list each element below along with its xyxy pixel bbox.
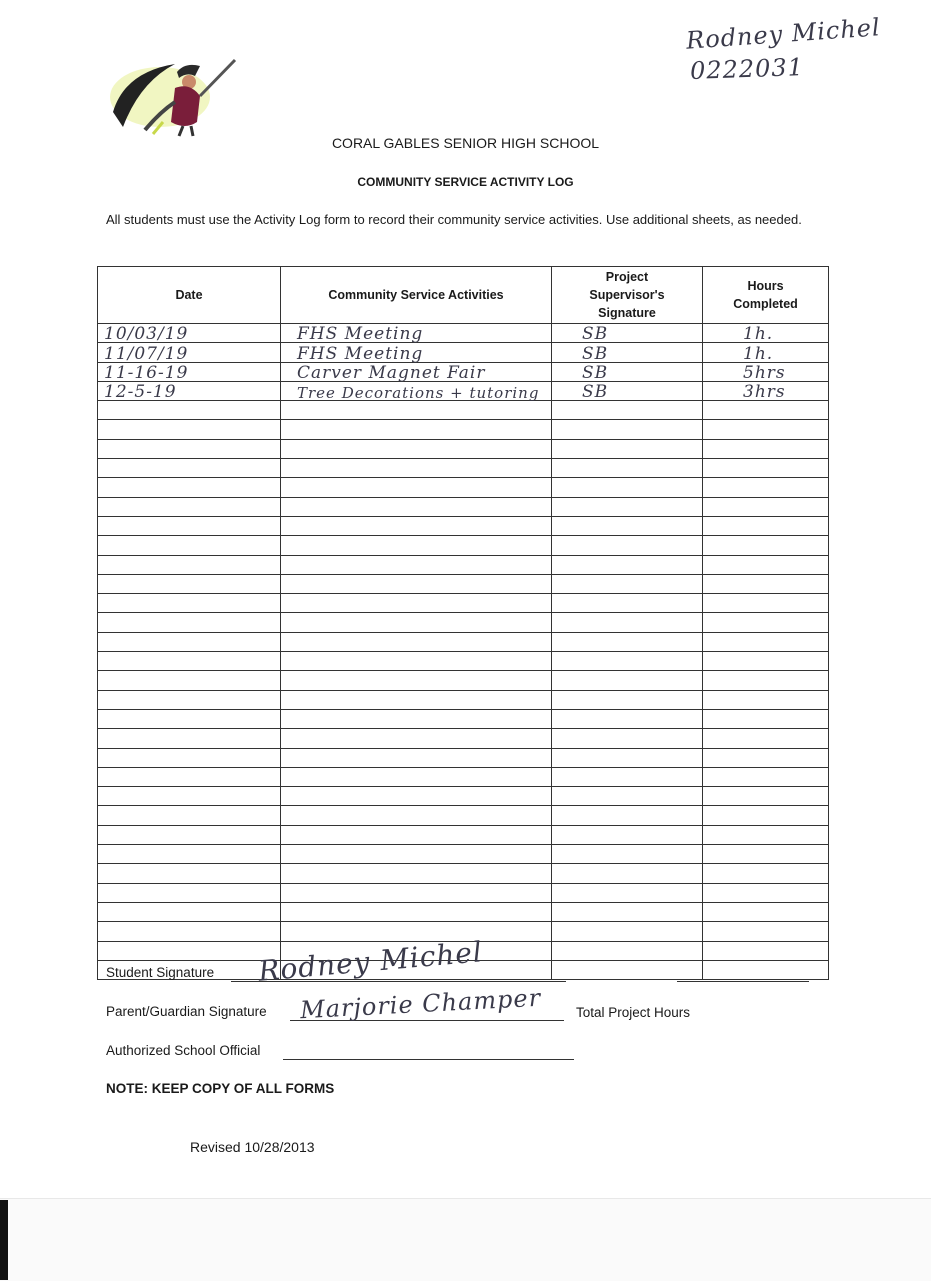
parent-signature-label: Parent/Guardian Signature bbox=[106, 1004, 267, 1019]
empty-cell[interactable] bbox=[98, 459, 281, 478]
empty-cell[interactable] bbox=[552, 555, 703, 574]
table-row bbox=[98, 613, 829, 632]
empty-cell[interactable] bbox=[98, 845, 281, 864]
table-row bbox=[98, 690, 829, 709]
total-hours-label: Total Project Hours bbox=[576, 1005, 691, 1020]
table-row bbox=[98, 825, 829, 844]
instructions: All students must use the Activity Log form to record their community service activities. Use additional sheets, as needed. bbox=[106, 212, 802, 227]
header-date: Date bbox=[98, 267, 281, 324]
empty-cell[interactable] bbox=[98, 401, 281, 420]
table-row bbox=[98, 324, 829, 343]
table-header-row bbox=[98, 267, 829, 324]
entry-activity: FHS Meeting bbox=[297, 343, 424, 364]
empty-cell[interactable] bbox=[703, 902, 829, 921]
empty-cell[interactable] bbox=[703, 787, 829, 806]
empty-cell[interactable] bbox=[552, 748, 703, 767]
empty-cell[interactable] bbox=[552, 690, 703, 709]
empty-cell[interactable] bbox=[98, 748, 281, 767]
empty-cell[interactable] bbox=[281, 574, 552, 593]
empty-cell[interactable] bbox=[703, 555, 829, 574]
entry-hours: 5hrs bbox=[743, 362, 786, 383]
table-row bbox=[98, 709, 829, 728]
empty-cell[interactable] bbox=[552, 902, 703, 921]
table-row bbox=[98, 845, 829, 864]
empty-cell[interactable] bbox=[98, 883, 281, 902]
empty-cell[interactable] bbox=[98, 516, 281, 535]
entry-activity: Tree Decorations + tutoring bbox=[297, 384, 540, 403]
empty-cell[interactable] bbox=[281, 671, 552, 690]
table-row bbox=[98, 806, 829, 825]
empty-cell[interactable] bbox=[281, 902, 552, 921]
empty-cell[interactable] bbox=[703, 671, 829, 690]
empty-cell[interactable] bbox=[98, 420, 281, 439]
empty-cell[interactable] bbox=[703, 516, 829, 535]
empty-cell[interactable] bbox=[281, 555, 552, 574]
empty-cell[interactable] bbox=[281, 497, 552, 516]
empty-cell[interactable] bbox=[98, 478, 281, 497]
empty-cell[interactable] bbox=[281, 806, 552, 825]
empty-cell[interactable] bbox=[552, 806, 703, 825]
empty-cell[interactable] bbox=[703, 574, 829, 593]
table-row bbox=[98, 864, 829, 883]
empty-cell[interactable] bbox=[703, 401, 829, 420]
scan-bottom-margin bbox=[0, 1198, 931, 1281]
empty-cell[interactable] bbox=[552, 709, 703, 728]
parent-signature: Marjorie Champer bbox=[299, 983, 542, 1025]
empty-cell[interactable] bbox=[281, 594, 552, 613]
total-hours-field[interactable] bbox=[677, 966, 809, 982]
empty-cell[interactable] bbox=[552, 825, 703, 844]
table-row bbox=[98, 574, 829, 593]
empty-cell[interactable] bbox=[552, 671, 703, 690]
entry-signature: SB bbox=[582, 362, 609, 383]
entry-date: 11-16-19 bbox=[104, 362, 189, 383]
table-row bbox=[98, 343, 829, 362]
empty-cell[interactable] bbox=[703, 652, 829, 671]
empty-cell[interactable] bbox=[703, 767, 829, 786]
empty-cell[interactable] bbox=[281, 478, 552, 497]
empty-cell[interactable] bbox=[552, 729, 703, 748]
empty-cell[interactable] bbox=[98, 574, 281, 593]
empty-cell[interactable] bbox=[703, 439, 829, 458]
handwritten-student-name: Rodney Michel bbox=[685, 13, 882, 55]
scan-edge-bar bbox=[0, 1200, 8, 1280]
empty-cell[interactable] bbox=[552, 459, 703, 478]
handwritten-student-id: 0222031 bbox=[689, 53, 805, 85]
empty-cell[interactable] bbox=[98, 709, 281, 728]
empty-cell[interactable] bbox=[281, 536, 552, 555]
empty-cell[interactable] bbox=[98, 555, 281, 574]
empty-cell[interactable] bbox=[703, 922, 829, 941]
empty-cell[interactable] bbox=[281, 748, 552, 767]
table-row bbox=[98, 729, 829, 748]
empty-cell[interactable] bbox=[281, 922, 552, 941]
empty-cell[interactable] bbox=[98, 729, 281, 748]
empty-cell[interactable] bbox=[98, 922, 281, 941]
table-row bbox=[98, 883, 829, 902]
empty-cell[interactable] bbox=[552, 767, 703, 786]
entry-signature: SB bbox=[582, 343, 609, 364]
table-row bbox=[98, 652, 829, 671]
empty-cell[interactable] bbox=[281, 459, 552, 478]
form-title: COMMUNITY SERVICE ACTIVITY LOG bbox=[357, 175, 574, 189]
empty-cell[interactable] bbox=[281, 825, 552, 844]
table-row bbox=[98, 478, 829, 497]
student-signature: Rodney Michel bbox=[256, 935, 485, 988]
revision-date: Revised 10/28/2013 bbox=[190, 1139, 315, 1155]
empty-cell[interactable] bbox=[703, 709, 829, 728]
entry-hours: 1h. bbox=[743, 343, 774, 364]
entry-activity: FHS Meeting bbox=[297, 324, 424, 345]
empty-cell[interactable] bbox=[552, 420, 703, 439]
empty-cell[interactable] bbox=[703, 864, 829, 883]
student-signature-label: Student Signature bbox=[106, 965, 215, 980]
empty-cell[interactable] bbox=[552, 574, 703, 593]
empty-cell[interactable] bbox=[98, 864, 281, 883]
empty-cell[interactable] bbox=[98, 806, 281, 825]
table-row bbox=[98, 497, 829, 516]
empty-cell[interactable] bbox=[281, 613, 552, 632]
entry-hours: 3hrs bbox=[743, 382, 786, 403]
empty-cell[interactable] bbox=[98, 497, 281, 516]
entry-date: 10/03/19 bbox=[104, 324, 189, 345]
empty-cell[interactable] bbox=[98, 767, 281, 786]
empty-cell[interactable] bbox=[703, 420, 829, 439]
empty-cell[interactable] bbox=[703, 825, 829, 844]
note: NOTE: KEEP COPY OF ALL FORMS bbox=[106, 1081, 335, 1096]
empty-cell[interactable] bbox=[552, 922, 703, 941]
empty-cell[interactable] bbox=[98, 902, 281, 921]
empty-cell[interactable] bbox=[703, 613, 829, 632]
empty-cell[interactable] bbox=[98, 825, 281, 844]
table-row bbox=[98, 439, 829, 458]
empty-cell[interactable] bbox=[703, 459, 829, 478]
header-activities: Community Service Activities bbox=[281, 267, 552, 324]
empty-cell[interactable] bbox=[552, 613, 703, 632]
table-row bbox=[98, 671, 829, 690]
entry-hours: 1h. bbox=[743, 324, 774, 345]
empty-cell[interactable] bbox=[552, 883, 703, 902]
empty-cell[interactable] bbox=[98, 439, 281, 458]
empty-cell[interactable] bbox=[98, 536, 281, 555]
official-label: Authorized School Official bbox=[106, 1043, 261, 1058]
empty-cell[interactable] bbox=[281, 729, 552, 748]
empty-cell[interactable] bbox=[281, 652, 552, 671]
header-signature: Project Supervisor's Signature bbox=[552, 267, 703, 324]
entry-activity: Carver Magnet Fair bbox=[297, 362, 486, 383]
empty-cell[interactable] bbox=[552, 401, 703, 420]
empty-cell[interactable] bbox=[98, 690, 281, 709]
empty-cell[interactable] bbox=[552, 652, 703, 671]
table-row bbox=[98, 748, 829, 767]
empty-cell[interactable] bbox=[703, 806, 829, 825]
table-row bbox=[98, 459, 829, 478]
empty-cell[interactable] bbox=[552, 787, 703, 806]
empty-cell[interactable] bbox=[281, 883, 552, 902]
empty-cell[interactable] bbox=[98, 671, 281, 690]
empty-cell[interactable] bbox=[703, 729, 829, 748]
empty-cell[interactable] bbox=[703, 883, 829, 902]
empty-cell[interactable] bbox=[552, 478, 703, 497]
entry-date: 11/07/19 bbox=[104, 343, 189, 364]
table-row bbox=[98, 381, 829, 400]
empty-cell[interactable] bbox=[281, 787, 552, 806]
table-row bbox=[98, 787, 829, 806]
empty-cell[interactable] bbox=[552, 941, 703, 960]
empty-cell[interactable] bbox=[552, 632, 703, 651]
empty-cell[interactable] bbox=[703, 845, 829, 864]
empty-cell[interactable] bbox=[552, 864, 703, 883]
empty-cell[interactable] bbox=[703, 690, 829, 709]
empty-cell[interactable] bbox=[98, 652, 281, 671]
table-row bbox=[98, 362, 829, 381]
table-row bbox=[98, 902, 829, 921]
empty-cell[interactable] bbox=[281, 439, 552, 458]
empty-cell[interactable] bbox=[703, 941, 829, 960]
entry-signature: SB bbox=[582, 382, 609, 403]
empty-cell[interactable] bbox=[98, 613, 281, 632]
empty-cell[interactable] bbox=[281, 690, 552, 709]
empty-cell[interactable] bbox=[552, 845, 703, 864]
table-row bbox=[98, 536, 829, 555]
empty-cell[interactable] bbox=[552, 439, 703, 458]
empty-cell[interactable] bbox=[703, 632, 829, 651]
empty-cell[interactable] bbox=[98, 787, 281, 806]
empty-cell[interactable] bbox=[281, 709, 552, 728]
empty-cell[interactable] bbox=[98, 594, 281, 613]
table-row bbox=[98, 516, 829, 535]
empty-cell[interactable] bbox=[552, 594, 703, 613]
empty-cell[interactable] bbox=[703, 478, 829, 497]
activity-log-table bbox=[97, 266, 829, 980]
empty-cell[interactable] bbox=[281, 767, 552, 786]
empty-cell[interactable] bbox=[703, 536, 829, 555]
empty-cell[interactable] bbox=[98, 632, 281, 651]
official-signature-line[interactable] bbox=[283, 1044, 574, 1060]
pirate-mascot-icon bbox=[105, 52, 240, 137]
empty-cell[interactable] bbox=[552, 497, 703, 516]
table-row bbox=[98, 632, 829, 651]
empty-cell[interactable] bbox=[281, 401, 552, 420]
empty-cell[interactable] bbox=[98, 941, 281, 960]
empty-cell[interactable] bbox=[281, 632, 552, 651]
table-row bbox=[98, 401, 829, 420]
empty-cell[interactable] bbox=[281, 420, 552, 439]
empty-cell[interactable] bbox=[281, 845, 552, 864]
table-row bbox=[98, 594, 829, 613]
empty-cell[interactable] bbox=[281, 864, 552, 883]
empty-cell[interactable] bbox=[552, 536, 703, 555]
table-row bbox=[98, 555, 829, 574]
table-row bbox=[98, 420, 829, 439]
entry-signature: SB bbox=[582, 324, 609, 345]
empty-cell[interactable] bbox=[281, 516, 552, 535]
empty-cell[interactable] bbox=[703, 594, 829, 613]
empty-cell[interactable] bbox=[552, 516, 703, 535]
school-name: CORAL GABLES SENIOR HIGH SCHOOL bbox=[331, 135, 600, 151]
entry-date: 12-5-19 bbox=[104, 382, 177, 403]
empty-cell[interactable] bbox=[703, 748, 829, 767]
header-hours: Hours Completed bbox=[703, 267, 829, 324]
empty-cell[interactable] bbox=[703, 497, 829, 516]
table-row bbox=[98, 767, 829, 786]
